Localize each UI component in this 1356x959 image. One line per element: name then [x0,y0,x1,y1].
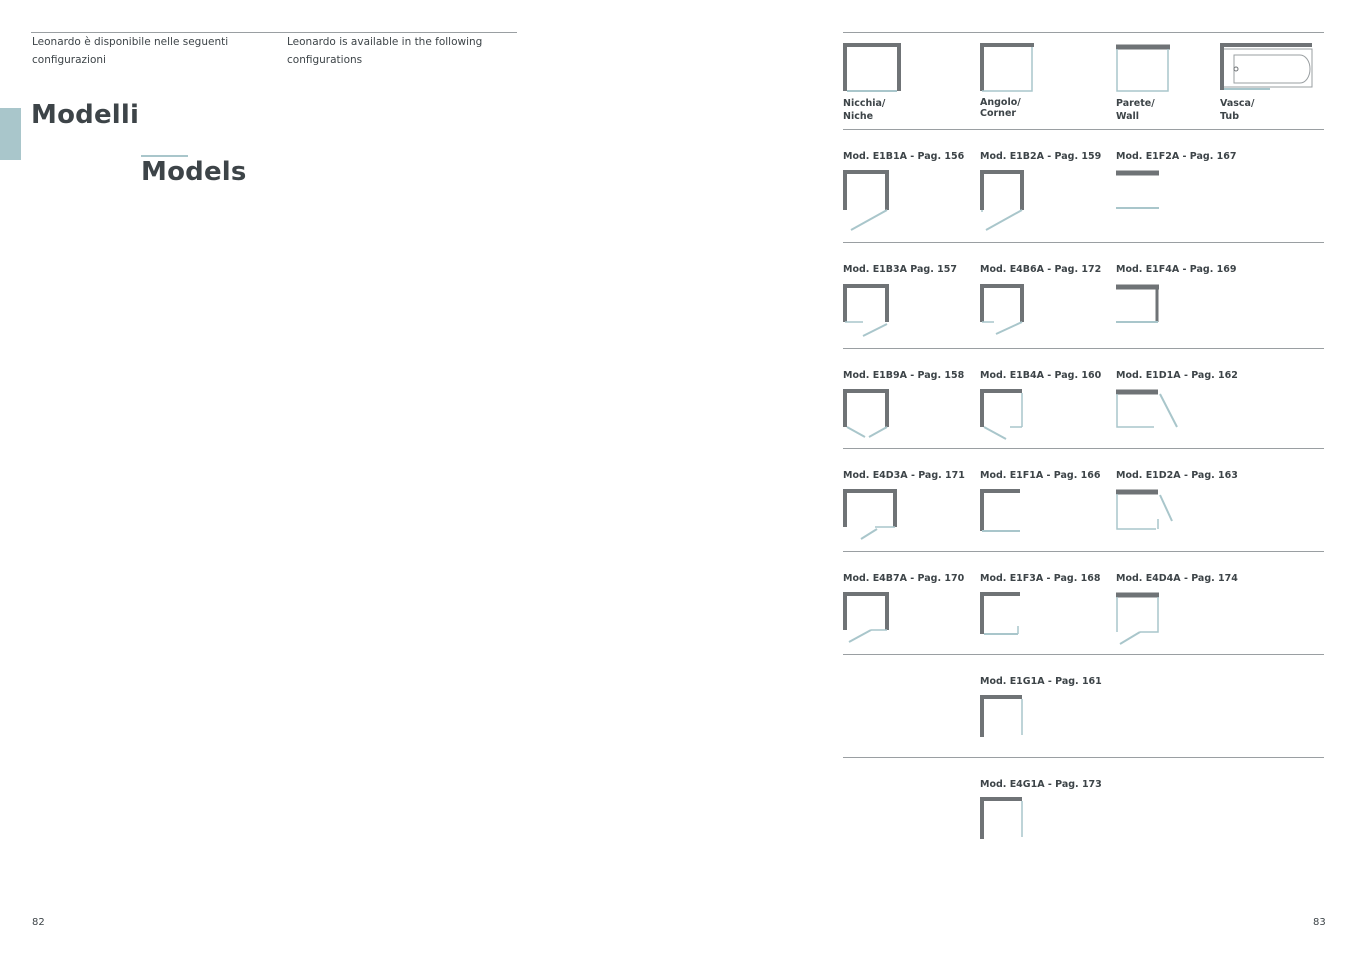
row-divider [843,654,1324,655]
model-label: Mod. E1B1A - Pag. 156 [843,151,965,162]
page-title-it: Modelli [31,100,140,130]
model-label: Mod. E1B2A - Pag. 159 [980,151,1102,162]
category-en: Tub [1220,111,1239,122]
model-e1b9a-icon [843,389,893,441]
model-label: Mod. E4B7A - Pag. 170 [843,573,965,584]
model-e4g1a-icon [980,797,1030,842]
table-top-rule [843,32,1324,33]
model-label: Mod. E4D3A - Pag. 171 [843,470,965,481]
model-label: Mod. E1D2A - Pag. 163 [1116,470,1238,481]
intro-text-en: Leonardo is available in the following configurations [287,36,483,66]
category-label-niche [843,97,885,123]
category-en: Wall [1116,111,1140,122]
model-e4d3a-icon [843,489,903,541]
category-it: Nicchia/ [843,98,886,109]
category-it: Parete/ [1116,98,1155,109]
row-divider [843,129,1324,130]
model-e1f1a-icon [980,489,1030,534]
model-e4b6a-icon [980,284,1030,339]
model-label: Mod. E1F1A - Pag. 166 [980,470,1101,481]
model-label: Mod. E1B3A Pag. 157 [843,264,957,275]
model-label: Mod. E1G1A - Pag. 161 [980,676,1102,687]
model-label: Mod. E4G1A - Pag. 173 [980,779,1102,790]
category-it: Vasca/ [1220,98,1255,109]
page-number-left: 82 [32,917,45,928]
model-label: Mod. E1B4A - Pag. 160 [980,370,1102,381]
corner-icon [980,43,1040,93]
model-e1g1a-icon [980,695,1030,740]
model-e1b2a-icon [980,170,1030,232]
row-divider [843,448,1324,449]
model-label: Mod. E4D4A - Pag. 174 [1116,573,1238,584]
model-e1b1a-icon [843,170,893,232]
row-divider [843,551,1324,552]
model-e1f3a-icon [980,592,1030,640]
model-e4d4a-icon [1116,592,1166,647]
row-divider [843,242,1324,243]
row-divider [843,757,1324,758]
page-number-right: 83 [1313,917,1326,928]
model-e1f2a-icon [1116,170,1166,215]
model-e1d2a-icon [1116,489,1186,537]
row-divider [843,348,1324,349]
model-e1b3a-icon [843,284,893,339]
category-label-wall [1116,97,1155,123]
section-accent-bar [0,108,21,160]
model-label: Mod. E1D1A - Pag. 162 [1116,370,1238,381]
category-label-corner [980,97,1021,119]
intro-text-it: Leonardo è disponibile nelle seguenti configurazioni [32,36,229,66]
model-label: Mod. E1F4A - Pag. 169 [1116,264,1237,275]
model-e1d1a-icon [1116,389,1186,437]
niche-icon [843,43,903,93]
model-label: Mod. E1F2A - Pag. 167 [1116,151,1237,162]
model-e4b7a-icon [843,592,893,647]
category-it: Angolo/ [980,97,1021,108]
model-label: Mod. E4B6A - Pag. 172 [980,264,1102,275]
model-e1f4a-icon [1116,284,1166,329]
page-title-en: Models [141,157,247,187]
category-en: Niche [843,111,874,122]
category-en: Corner [980,108,1017,119]
wall-icon [1116,43,1176,93]
model-label: Mod. E1F3A - Pag. 168 [980,573,1101,584]
category-label-tub [1220,97,1254,123]
model-e1b4a-icon [980,389,1030,441]
tub-icon [1220,43,1320,93]
model-label: Mod. E1B9A - Pag. 158 [843,370,965,381]
